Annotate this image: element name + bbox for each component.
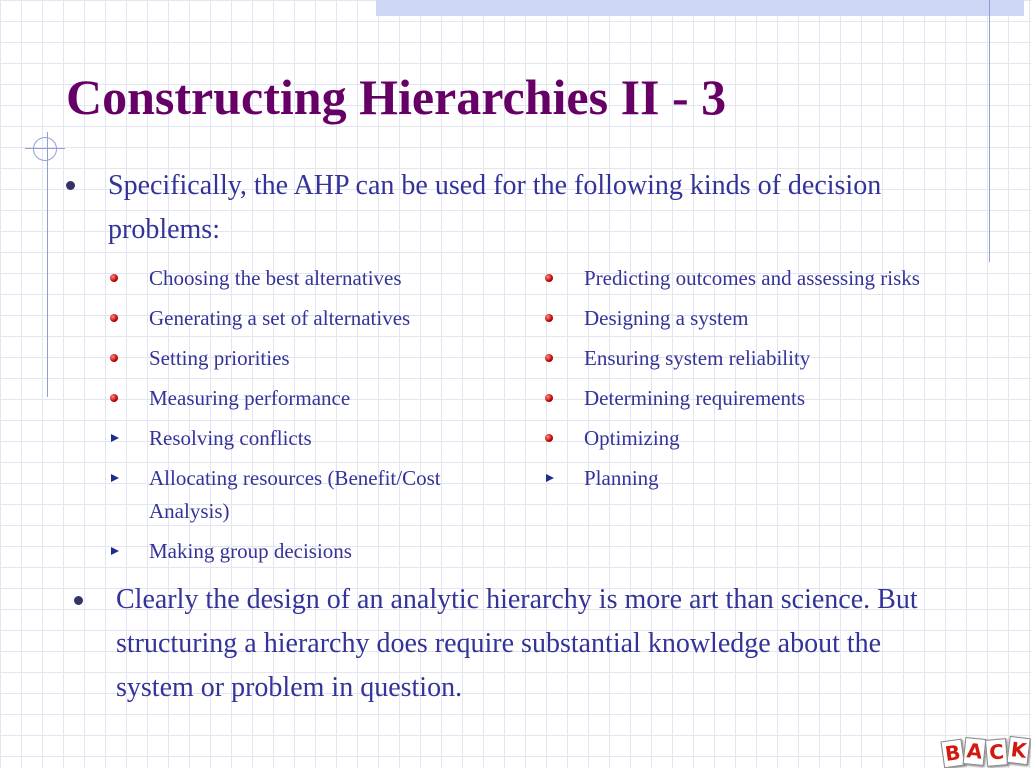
blue-arrow-bullet-icon bbox=[111, 474, 119, 482]
list-item bbox=[108, 262, 518, 295]
red-ball-bullet-icon bbox=[545, 434, 553, 442]
list-item bbox=[108, 422, 518, 455]
decorative-vertical-line-right bbox=[989, 0, 990, 262]
red-ball-bullet-icon bbox=[110, 354, 118, 362]
list-item-text: Setting priorities bbox=[149, 346, 290, 370]
list-item-text: Measuring performance bbox=[149, 386, 351, 410]
list-item bbox=[543, 302, 963, 335]
list-item bbox=[543, 422, 963, 455]
red-ball-bullet-icon bbox=[110, 274, 118, 282]
bullet-dot-icon bbox=[74, 596, 83, 605]
main-bullet-clearly bbox=[74, 578, 954, 710]
back-letter-k: K bbox=[1007, 736, 1031, 765]
red-ball-bullet-icon bbox=[110, 394, 118, 402]
list-item bbox=[108, 462, 518, 528]
list-item-text: Planning bbox=[584, 466, 659, 490]
list-item-text: Optimizing bbox=[584, 426, 680, 450]
bullet-text: Clearly the design of an analytic hierarchy is more art than science. But structuring a hierarchy does require substantial knowledge about the system or problem in question. bbox=[116, 584, 918, 703]
red-ball-bullet-icon bbox=[545, 394, 553, 402]
blue-arrow-bullet-icon bbox=[546, 474, 554, 482]
back-button[interactable] bbox=[942, 738, 1030, 766]
list-item bbox=[108, 302, 518, 335]
list-item bbox=[543, 262, 963, 295]
left-sublist bbox=[108, 262, 518, 575]
decorative-vertical-line-left bbox=[47, 132, 48, 397]
blue-arrow-bullet-icon bbox=[111, 434, 119, 442]
list-item bbox=[543, 342, 963, 375]
decorative-circle-icon bbox=[33, 137, 57, 161]
list-item-text: Allocating resources (Benefit/Cost Analysis) bbox=[149, 466, 441, 523]
red-ball-bullet-icon bbox=[545, 314, 553, 322]
red-ball-bullet-icon bbox=[545, 274, 553, 282]
list-item-text: Making group decisions bbox=[149, 539, 352, 563]
slide-title: Constructing Hierarchies II - 3 bbox=[66, 69, 727, 125]
main-bullet-specifically bbox=[66, 164, 946, 252]
top-decoration-band bbox=[376, 0, 1024, 16]
red-ball-bullet-icon bbox=[545, 354, 553, 362]
list-item-text: Designing a system bbox=[584, 306, 749, 330]
list-item-text: Ensuring system reliability bbox=[584, 346, 811, 370]
list-item-text: Predicting outcomes and assessing risks bbox=[584, 266, 920, 290]
list-item bbox=[543, 382, 963, 415]
list-item-text: Generating a set of alternatives bbox=[149, 306, 411, 330]
blue-arrow-bullet-icon bbox=[111, 547, 119, 555]
list-item-text: Choosing the best alternatives bbox=[149, 266, 402, 290]
list-item-text: Resolving conflicts bbox=[149, 426, 312, 450]
red-ball-bullet-icon bbox=[110, 314, 118, 322]
back-letter-a: A bbox=[963, 737, 987, 766]
list-item bbox=[108, 535, 518, 568]
back-letter-c: C bbox=[985, 738, 1008, 767]
right-sublist bbox=[543, 262, 963, 502]
bullet-text: Specifically, the AHP can be used for the following kinds of decision problems: bbox=[108, 170, 882, 245]
list-item bbox=[108, 342, 518, 375]
bullet-dot-icon bbox=[66, 181, 75, 190]
list-item bbox=[543, 462, 963, 495]
list-item bbox=[108, 382, 518, 415]
list-item-text: Determining requirements bbox=[584, 386, 806, 410]
back-letter-b: B bbox=[941, 739, 966, 768]
